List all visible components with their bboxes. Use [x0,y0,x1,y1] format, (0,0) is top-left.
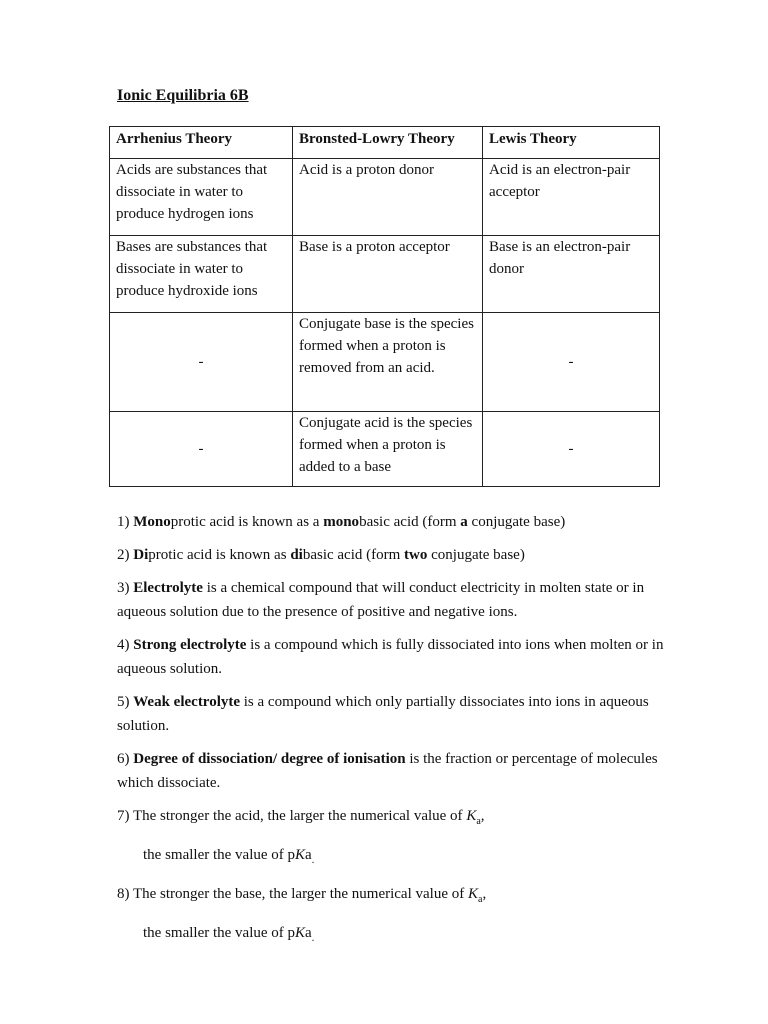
notes-list [117,510,677,960]
table-cell: Bases are substances that dissociate in water to produce hydroxide ions [110,236,293,313]
table-cell: - [483,412,660,487]
note-2: 2) Diprotic acid is known as dibasic acid (form two conjugate base) [117,547,525,563]
note-8-continued: the smaller the value of pKa$_.$ [143,925,315,944]
table-cell: Acid is a proton donor [293,159,483,236]
table-cell: Acid is an electron-pair acceptor [483,159,660,236]
table-row-conjugate-base [110,313,660,412]
note-7-continued: the smaller the value of pKa$_.$ [143,847,315,866]
table-cell: - [110,412,293,487]
header-bronsted-lowry: Bronsted-Lowry Theory [293,127,483,159]
theories-table [109,126,660,487]
note-6: 6) Degree of dissociation/ degree of ionisation is the fraction or percentage of molecules which dissociate. [117,751,658,791]
table-header-row [110,127,660,159]
note-3: 3) Electrolyte is a chemical compound that will conduct electricity in molten state or in aqueous solution due to the presence of positive and negative ions. [117,580,645,620]
table-row-base [110,236,660,313]
table-cell: Base is a proton acceptor [293,236,483,313]
note-8: 8) The stronger the base, the larger the numerical value of $K_a$, [117,886,487,905]
note-7: 7) The stronger the acid, the larger the numerical value of $K_a$, [117,808,485,827]
table-cell: - [483,313,660,412]
note-4: 4) Strong electrolyte is a compound which is fully dissociated into ions when molten or in aqueous solution. [117,637,664,677]
table-cell: Base is an electron-pair donor [483,236,660,313]
table-row-conjugate-acid [110,412,660,487]
page-title: Ionic Equilibria 6B [117,87,249,104]
note-5: 5) Weak electrolyte is a compound which only partially dissociates into ions in aqueous solution. [117,694,649,734]
table-cell: Conjugate acid is the species formed when a proton is added to a base [293,412,483,487]
note-1: 1) Monoprotic acid is known as a monobasic acid (form a conjugate base) [117,514,566,530]
header-lewis: Lewis Theory [483,127,660,159]
header-arrhenius: Arrhenius Theory [110,127,293,159]
table-row-acid [110,159,660,236]
table-cell: - [110,313,293,412]
table-cell: Acids are substances that dissociate in water to produce hydrogen ions [110,159,293,236]
table-cell: Conjugate base is the species formed when a proton is removed from an acid. [293,313,483,412]
